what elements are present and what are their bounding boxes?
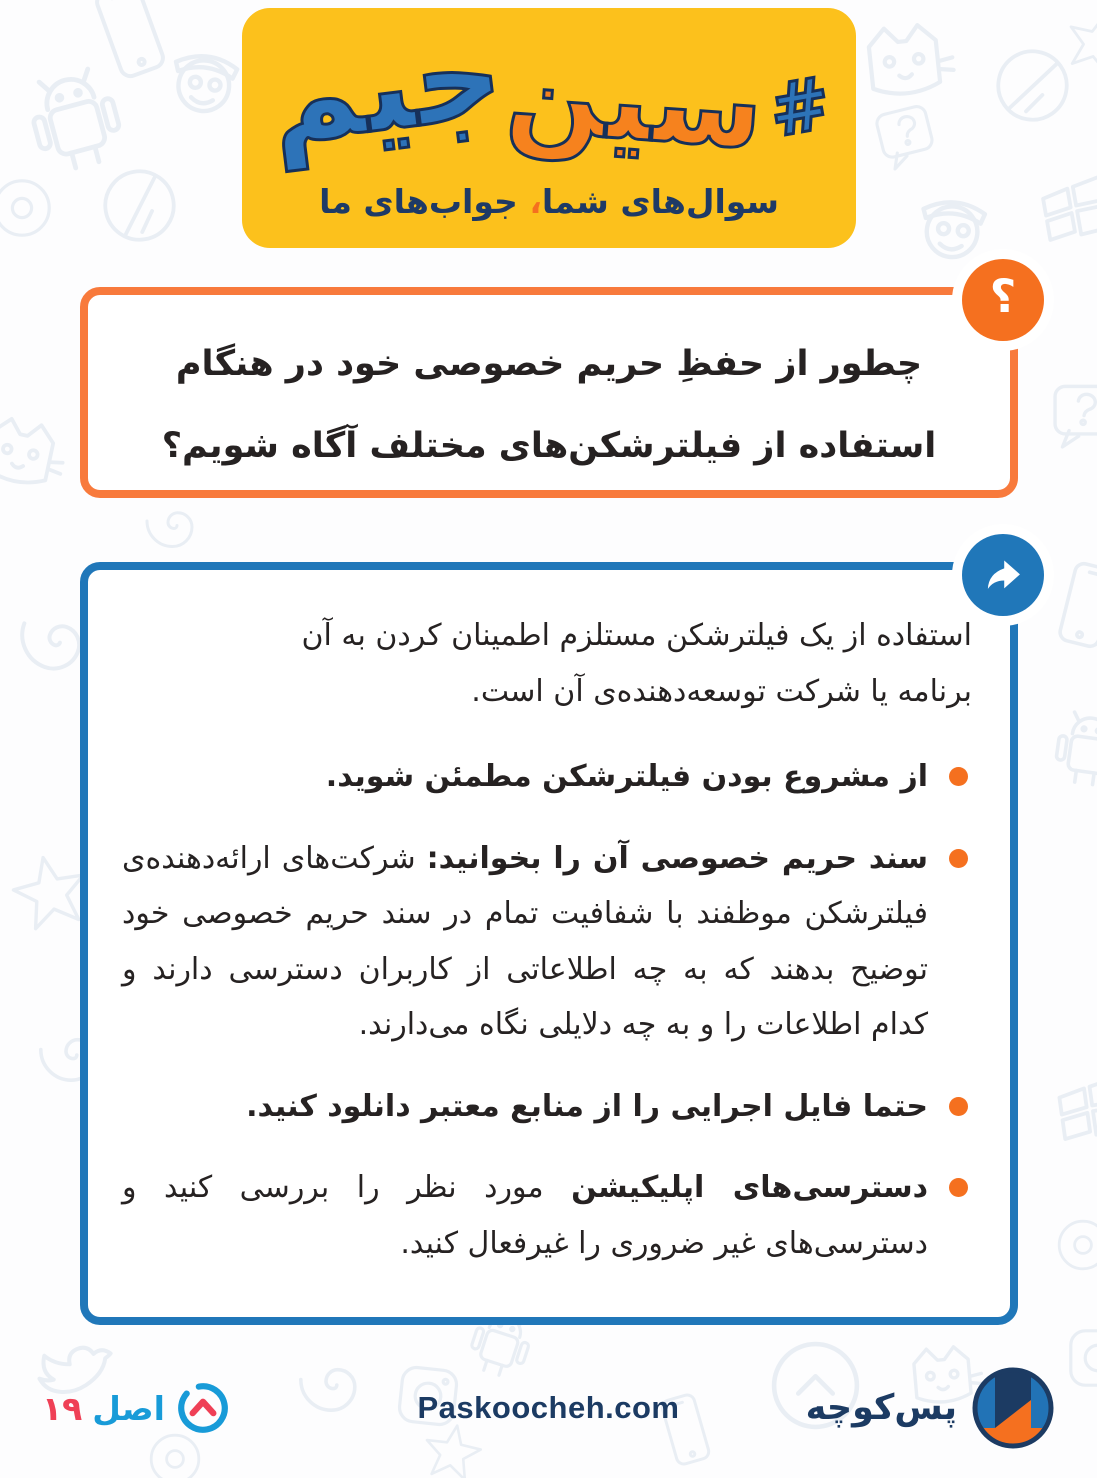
question-mark-badge	[962, 259, 1044, 341]
tagline	[319, 182, 779, 221]
logo-word-sin: سین	[502, 27, 768, 175]
paskoocheh-alley-logo	[971, 1366, 1055, 1450]
bullet-item	[122, 831, 972, 1053]
bg-slash-circle-icon	[993, 46, 1072, 125]
article19-label: اصل	[92, 1388, 165, 1428]
article19-number: ۱۹	[42, 1388, 83, 1428]
bullet-bold: سند حریم خصوصی آن را بخوانید:	[426, 840, 928, 876]
answer-bullets	[122, 749, 972, 1271]
bullet-text: مورد نظر را بررسی کنید و دسترسی‌های غیر ضروری را غیرفعال کنید.	[122, 1170, 928, 1261]
tagline-comma: ،	[529, 182, 542, 221]
question-mark-icon: ؟	[989, 269, 1017, 323]
bg-android-icon	[1053, 710, 1097, 787]
bg-phone-icon	[94, 0, 165, 79]
bg-donut-icon	[0, 181, 49, 235]
bg-person-icon	[919, 199, 986, 260]
bullet-item	[122, 1079, 972, 1135]
tagline-part1: سوال‌های شما	[541, 182, 779, 221]
tagline-part2: جواب‌های ما	[319, 182, 530, 221]
bullet-dot	[949, 849, 968, 868]
answer-content	[88, 570, 1010, 1317]
answer-intro	[122, 608, 972, 719]
question-line-2: استفاده از فیلترشکن‌های مختلف آگاه شویم؟	[161, 426, 937, 467]
bg-android-icon	[24, 65, 127, 175]
bullet-item	[122, 749, 972, 805]
bg-cat-icon	[867, 22, 955, 97]
logo-hashtag: #	[762, 60, 837, 154]
bg-slash-circle-icon	[100, 166, 179, 245]
footer	[0, 1362, 1097, 1454]
question-line-1: چطور از حفظِ حریم خصوصی خود در هنگام	[175, 344, 923, 384]
brand-name: پس‌کوچه	[805, 1388, 957, 1428]
brand	[806, 1366, 1055, 1450]
bullet-bold: دسترسی‌های اپلیکیشن	[571, 1170, 928, 1205]
article19-logo	[42, 1380, 231, 1436]
bg-star-icon	[1061, 7, 1097, 77]
bullet-dot	[949, 767, 968, 786]
bg-question-bubble-icon	[1047, 379, 1097, 453]
logo-word-jim: جیم	[260, 2, 510, 172]
bg-cat-icon	[0, 416, 69, 490]
sinjim-logo	[260, 2, 837, 176]
bullet-text: شرکت‌های ارائه‌دهنده‌ی فیلترشکن موظفند با شفافیت تمام در سند حریم خصوصی خود توضیح بدهند که به چه اطلاعاتی از کاربران دسترسی دارند و کدام اطلاعات را و به چه دلایلی نگاه می‌دارند.	[122, 840, 928, 1042]
bullet-bold: از مشروع بودن فیلترشکن مطمئن شوید.	[325, 759, 928, 794]
bg-person-icon	[170, 52, 239, 115]
intro-line-1: استفاده از یک فیلترشکن مستلزم اطمینان کردن به آن	[301, 618, 972, 653]
bg-question-bubble-icon	[874, 104, 936, 170]
bullet-dot	[949, 1178, 968, 1197]
intro-line-2: برنامه یا شرکت توسعه‌دهنده‌ی آن است.	[471, 673, 972, 709]
question-text	[88, 295, 1010, 488]
share-badge	[962, 534, 1044, 616]
bg-windows-icon	[1058, 1077, 1097, 1139]
chevron-circle-icon	[175, 1380, 231, 1436]
answer-card	[80, 562, 1018, 1325]
bullet-item	[122, 1160, 972, 1271]
bg-windows-icon	[1041, 176, 1097, 240]
bullet-bold: حتما فایل اجرایی را از منابع معتبر دانلود کنید.	[246, 1088, 928, 1124]
share-arrow-icon	[980, 552, 1026, 598]
bullet-dot	[949, 1097, 968, 1116]
site-url: Paskoocheh.com	[417, 1390, 680, 1425]
bg-donut-icon	[1059, 1221, 1097, 1269]
bg-phone-icon	[1058, 562, 1097, 648]
bg-spiral-icon	[147, 513, 192, 547]
header-card	[242, 2, 856, 248]
bg-spiral-icon	[13, 613, 85, 676]
question-card	[80, 269, 1018, 498]
